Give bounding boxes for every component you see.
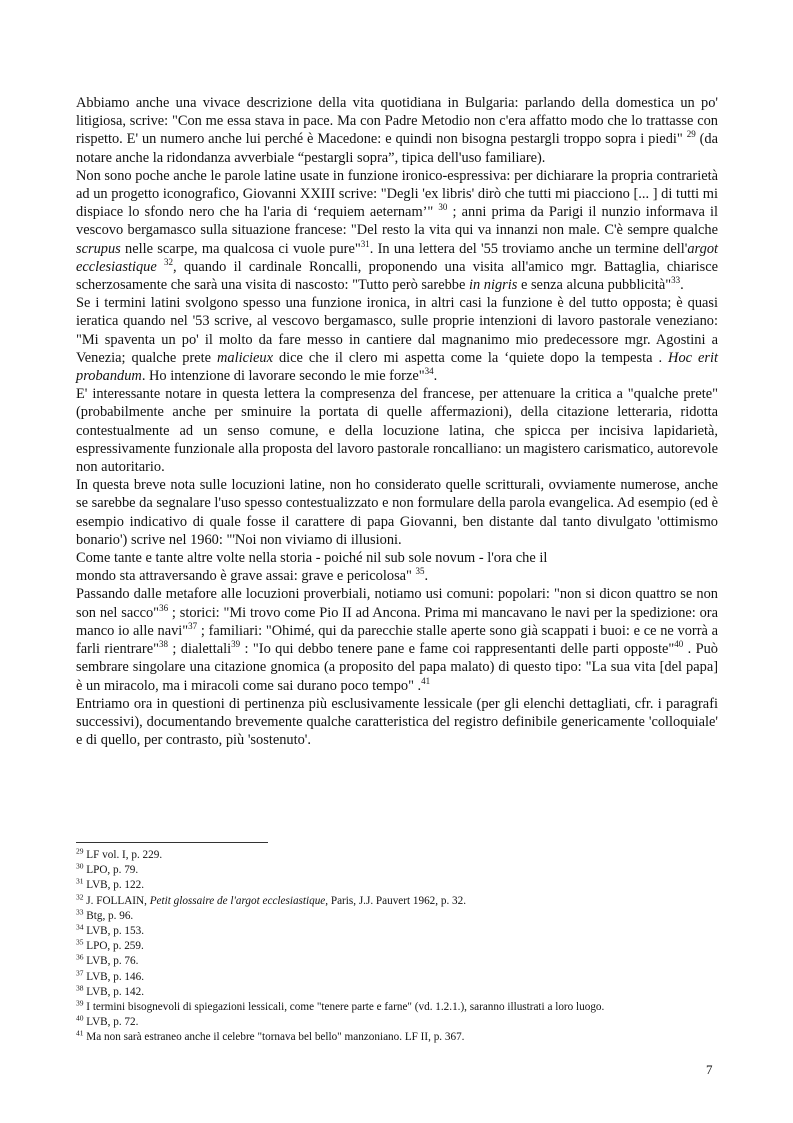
footnote-36 bbox=[76, 954, 726, 969]
footnote-ref-36[interactable]: 36 bbox=[159, 602, 169, 613]
footnote-38 bbox=[76, 985, 726, 1000]
italic-term: in nigris bbox=[468, 277, 518, 294]
text-run: ; storici: "Mi trovo come Pio II ad Ancona. Prima mi mancavano le navi per la spedizione: ora manco io alle navi" bbox=[76, 604, 718, 639]
footnote-text: I termini bisognevoli di spiegazioni lessicali, come "tenere parte e farne" (vd. 1.2.1.), saranno illustrati a loro luogo. bbox=[83, 1001, 605, 1014]
footnote-number: 38 bbox=[76, 983, 84, 993]
footnote-text: LVB, p. 142. bbox=[83, 985, 145, 998]
footnote-33 bbox=[76, 909, 726, 924]
footnote-number: 34 bbox=[76, 922, 84, 932]
text-run: Se i termini latini svolgono spesso una funzione ironica, in altri casi la funzione è del tutto opposta; è quasi ieratica quando nel '53 scrive, al vescovo bergamasco, sulle proprie intenzioni di lavoro pastorale veneziano: "Mi spaventa un po' il molto da fare messo in cantiere dal magnanimo mio predecessore mgr. Agostini a Venezia; qualche prete bbox=[76, 295, 718, 366]
text-run: . bbox=[680, 277, 684, 294]
footnote-number: 31 bbox=[76, 876, 84, 886]
footnote-text: , Paris, J.J. Pauvert 1962, p. 32. bbox=[325, 894, 467, 907]
text-run: ; familiari: "Ohimé, qui da parecchie stalle aperte sono già scappati i buoi: e ce ne vorrà a farli rientrare" bbox=[76, 622, 718, 658]
footnote-40 bbox=[76, 1015, 726, 1030]
footnote-32 bbox=[76, 891, 726, 909]
footnote-italic-title: Petit glossaire de l'argot ecclesiastique bbox=[149, 894, 326, 907]
footnote-35 bbox=[76, 939, 726, 954]
footnote-ref-29[interactable]: 29 bbox=[686, 129, 696, 140]
paragraph-7: Entriamo ora in questioni di pertinenza più esclusivamente lessicale (per gli elenchi dettagliati, cfr. i paragrafi successivi), documentando brevemente qualche caratteristica del registro definibile genericamente 'colloquiale' e di quello, per contrasto, più 'sostenuto'. bbox=[76, 695, 718, 749]
footnote-ref-32[interactable]: 32 bbox=[164, 257, 174, 268]
italic-term: Hoc erit probandum bbox=[76, 349, 718, 385]
footnote-text: LVB, p. 76. bbox=[83, 955, 139, 968]
footnote-separator bbox=[76, 842, 268, 843]
text-run: nelle scarpe, ma qualcosa ci vuole pure" bbox=[120, 240, 361, 257]
text-run: : "Io qui debbo tenere pane e fame coi rappresentanti delle parti opposte" bbox=[240, 641, 675, 658]
paragraph-1 bbox=[76, 94, 718, 167]
footnote-34 bbox=[76, 924, 726, 939]
footnote-ref-38[interactable]: 38 bbox=[158, 639, 168, 650]
italic-term: malicieux bbox=[217, 349, 273, 366]
text-run: Abbiamo anche una vivace descrizione della vita quotidiana in Bulgaria: parlando della domestica un po' litigiosa, scrive: "Con me essa stava in pace. Ma con Padre Metodio non c'era affatto modo che lo trattasse con rispetto. E' un numero anche lui perché è Macedone: e quindi non bisogna pestargli troppo sopra i piedi" bbox=[76, 95, 718, 148]
text-run: dice che il clero mi aspetta come la ‘quiete dopo la tempesta . bbox=[272, 349, 669, 366]
footnote-number: 36 bbox=[76, 952, 84, 962]
paragraph-4: E' interessante notare in questa lettera la compresenza del francese, per attenuare la critica a "qualche prete" (probabilmente anche per sminuire la portata di quelle affermazioni), della citazione letteraria, ridotta contestualmente ad un senso comune, e della locuzione latina, che spicca per incisiva lapidarietà, espressivamente funzionale alla proposta del lavoro pastorale roncalliano: un magistero carismatico, autorevole non autoritario. bbox=[76, 386, 718, 476]
footnote-ref-33[interactable]: 33 bbox=[671, 275, 681, 286]
italic-term: scrupus bbox=[76, 240, 121, 257]
footnote-number: 35 bbox=[76, 937, 84, 947]
footnote-text: LPO, p. 79. bbox=[83, 864, 139, 877]
footnote-ref-31[interactable]: 31 bbox=[360, 238, 370, 249]
text-run: . bbox=[424, 568, 429, 585]
footnote-ref-34[interactable]: 34 bbox=[424, 366, 434, 377]
footnote-text: LVB, p. 146. bbox=[83, 970, 145, 983]
quote-line: Come tante e tante altre volte nella storia - poiché nil sub sole novum - l'ora che il bbox=[76, 550, 548, 567]
footnote-text: Btg, p. 96. bbox=[83, 909, 134, 922]
footnote-ref-30[interactable]: 30 bbox=[438, 202, 448, 213]
footnote-number: 39 bbox=[76, 998, 84, 1008]
text-run: . Può sembrare singolare una citazione gnomica (a proposito del papa malato) di questo tipo: "La sua vita [del papa] è un miracolo, ma i miracoli come sai durano poco tempo" . bbox=[76, 641, 719, 694]
footnote-text: LVB, p. 153. bbox=[83, 925, 145, 938]
text-run: . Ho intenzione di lavorare secondo le mie forze" bbox=[141, 368, 425, 385]
footnote-37 bbox=[76, 967, 726, 985]
text-run: ; dialettali bbox=[167, 641, 232, 658]
footnote-31 bbox=[76, 878, 726, 893]
text-run: mondo sta attraversando è grave assai: grave e pericolosa" bbox=[76, 568, 416, 585]
footnote-number: 40 bbox=[76, 1013, 84, 1023]
footnote-30 bbox=[76, 863, 726, 878]
text-run: (da notare anche la ridondanza avverbiale “pestargli sopra”, tipica dell'uso familiare). bbox=[76, 131, 718, 166]
footnote-number: 32 bbox=[76, 891, 84, 901]
text-run: . bbox=[433, 368, 438, 385]
footnote-number: 30 bbox=[76, 861, 84, 871]
body-text bbox=[76, 94, 718, 749]
footnote-ref-41[interactable]: 41 bbox=[421, 675, 431, 686]
footnote-29 bbox=[76, 848, 726, 863]
footnote-number: 29 bbox=[76, 846, 84, 856]
paragraph-3 bbox=[76, 294, 718, 385]
footnote-ref-40[interactable]: 40 bbox=[674, 639, 684, 650]
footnote-number: 33 bbox=[76, 907, 84, 917]
footnote-39 bbox=[76, 1000, 726, 1015]
footnote-text: LF vol. I, p. 229. bbox=[83, 849, 163, 861]
text-run: . In una lettera del '55 troviamo anche un termine dell' bbox=[369, 240, 688, 257]
footnote-ref-35[interactable]: 35 bbox=[415, 566, 425, 577]
footnote-ref-37[interactable]: 37 bbox=[188, 621, 198, 632]
paragraph-2 bbox=[76, 167, 718, 294]
footnote-ref-39[interactable]: 39 bbox=[231, 639, 241, 650]
footnote-text: LVB, p. 122. bbox=[83, 879, 145, 892]
footnotes bbox=[76, 848, 726, 1046]
footnote-text: LVB, p. 72. bbox=[83, 1016, 139, 1029]
footnote-number: 41 bbox=[76, 1028, 84, 1038]
footnote-text: LPO, p. 259. bbox=[83, 940, 144, 953]
footnote-text: Ma non sarà estraneo anche il celebre "tornava bel bello" manzoniano. LF II, p. 367. bbox=[83, 1031, 465, 1044]
text-run: ; anni prima da Parigi il nunzio informava il vescovo bergamasco sulla situazione francese: "Del resto la vita qui va innanzi non male. C'è sempre qualche bbox=[76, 204, 718, 239]
text-run: Non sono poche anche le parole latine usate in funzione ironico-espressiva: per dichiarare la propria contrarietà ad un progetto iconografico, Giovanni XXIII scrive: "Degli 'ex libris' dirò che tutti mi piacciono [... ] di tutti mi dispiace lo sfondo nero che ha l'aria di ‘requiem aeternam’" bbox=[76, 167, 718, 221]
paragraph-5: In questa breve nota sulle locuzioni latine, non ho considerato quelle scritturali, ovviamente numerose, anche se sarebbe da segnalare l'uso spesso contestualizzato e non formulare della parola evangelica. Ad esempio (ed è esempio indicativo di quale fosse il carattere di papa Giovanni, ben distante dal tanto divulgato 'ottimismo bonario') scrive nel 1960: "'Noi non viviamo di illusioni. bbox=[76, 477, 718, 548]
page-number: 7 bbox=[706, 1062, 713, 1077]
text-run: , quando il cardinale Roncalli, proponendo una visita all'amico mgr. Battaglia, chiarisce scherzosamente che sarà una visita di nascosto: "Tutto però sarebbe bbox=[76, 258, 718, 294]
footnote-number: 37 bbox=[76, 967, 84, 977]
italic-term: argot ecclesiastique bbox=[76, 240, 719, 275]
text-run: Passando dalle metafore alle locuzioni proverbiali, notiamo usi comuni: popolari: "non si dicon quattro se non son nel sacco" bbox=[76, 586, 718, 621]
footnote-text: J. FOLLAIN, bbox=[83, 894, 150, 907]
paragraph-6 bbox=[76, 585, 718, 694]
footnote-41 bbox=[76, 1030, 726, 1045]
text-run: e senza alcuna pubblicità" bbox=[517, 277, 672, 294]
quote-line bbox=[76, 567, 718, 585]
